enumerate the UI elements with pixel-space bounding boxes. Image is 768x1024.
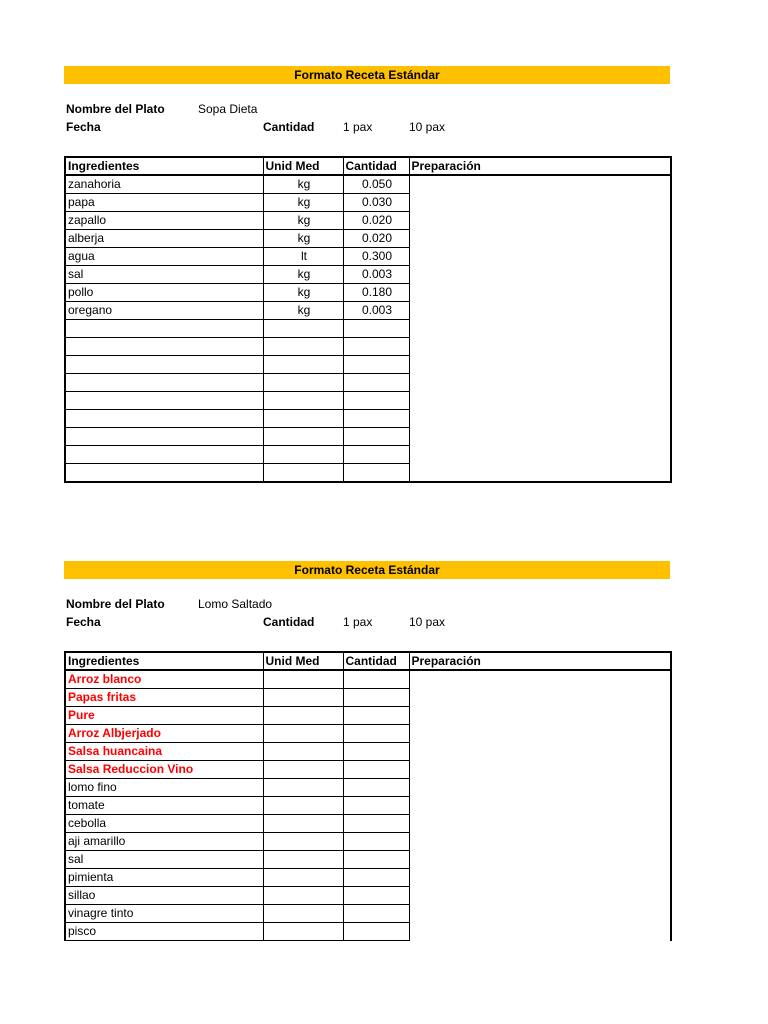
pax-10-label: 10 pax [409,615,446,629]
unit-cell[interactable] [263,725,343,743]
dish-name-label: Nombre del Plato [66,597,165,611]
unit-cell[interactable] [263,905,343,923]
pax-1-label: 1 pax [343,615,373,629]
unit-cell[interactable] [263,374,343,392]
quantity-cell[interactable] [343,689,409,707]
ingredient-cell[interactable]: agua [65,248,263,266]
quantity-cell[interactable] [343,374,409,392]
quantity-cell[interactable] [343,869,409,887]
ingredient-cell[interactable]: sal [65,266,263,284]
unit-cell[interactable]: kg [263,230,343,248]
dish-name-label: Nombre del Plato [66,102,165,116]
header-preparacion: Preparación [409,652,671,670]
pax-10-label: 10 pax [409,120,446,134]
ingredient-cell[interactable]: zapallo [65,212,263,230]
recipe-banner: Formato Receta Estándar [64,561,670,579]
unit-cell[interactable]: kg [263,302,343,320]
quantity-cell[interactable] [343,410,409,428]
ingredient-cell[interactable]: Salsa Reduccion Vino [65,761,263,779]
quantity-cell[interactable]: 0.180 [343,284,409,302]
recipe-meta [64,102,670,142]
unit-cell[interactable] [263,446,343,464]
ingredient-cell[interactable] [65,356,263,374]
unit-cell[interactable] [263,779,343,797]
unit-cell[interactable]: kg [263,175,343,194]
ingredient-cell[interactable]: zanahoria [65,175,263,194]
ingredient-cell[interactable] [65,374,263,392]
ingredient-cell[interactable]: vinagre tinto [65,905,263,923]
quantity-cell[interactable] [343,815,409,833]
pax-1-label: 1 pax [343,120,373,134]
table-header-row [65,157,671,175]
ingredient-cell[interactable]: cebolla [65,815,263,833]
ingredients-table [64,156,672,483]
preparation-cell[interactable] [409,175,671,482]
unit-cell[interactable] [263,869,343,887]
table-row [65,175,671,194]
ingredients-table [64,651,672,941]
unit-cell[interactable]: kg [263,212,343,230]
unit-cell[interactable]: kg [263,284,343,302]
quantity-cell[interactable] [343,464,409,483]
ingredient-cell[interactable]: sal [65,851,263,869]
quantity-cell[interactable]: 0.030 [343,194,409,212]
ingredient-cell[interactable]: tomate [65,797,263,815]
quantity-cell[interactable] [343,320,409,338]
date-label: Fecha [66,615,101,629]
header-preparacion: Preparación [409,157,671,175]
ingredient-cell[interactable]: alberja [65,230,263,248]
quantity-label: Cantidad [263,120,315,134]
ingredient-cell[interactable]: sillao [65,887,263,905]
quantity-cell[interactable] [343,887,409,905]
quantity-cell[interactable] [343,392,409,410]
ingredient-cell[interactable]: aji amarillo [65,833,263,851]
quantity-cell[interactable]: 0.003 [343,302,409,320]
header-ingredientes: Ingredientes [65,652,263,670]
recipe-meta [64,597,670,637]
unit-cell[interactable] [263,797,343,815]
ingredient-cell[interactable] [65,410,263,428]
unit-cell[interactable] [263,392,343,410]
ingredient-cell[interactable]: lomo fino [65,779,263,797]
ingredient-cell[interactable] [65,392,263,410]
quantity-cell[interactable] [343,428,409,446]
quantity-cell[interactable] [343,743,409,761]
unit-cell[interactable] [263,923,343,941]
recipe-card-1 [64,66,670,317]
ingredient-cell[interactable]: Salsa huancaina [65,743,263,761]
dish-name-value: Lomo Saltado [198,597,273,611]
quantity-cell[interactable] [343,446,409,464]
unit-cell[interactable] [263,670,343,689]
unit-cell[interactable] [263,851,343,869]
header-unid-med: Unid Med [263,157,343,175]
header-cantidad: Cantidad [343,652,409,670]
ingredient-cell[interactable] [65,446,263,464]
unit-cell[interactable] [263,833,343,851]
unit-cell[interactable] [263,320,343,338]
unit-cell[interactable]: kg [263,266,343,284]
date-label: Fecha [66,120,101,134]
quantity-cell[interactable] [343,707,409,725]
ingredient-cell[interactable]: pisco [65,923,263,941]
unit-cell[interactable]: kg [263,194,343,212]
unit-cell[interactable] [263,815,343,833]
quantity-cell[interactable] [343,761,409,779]
unit-cell[interactable] [263,410,343,428]
unit-cell[interactable] [263,743,343,761]
quantity-cell[interactable] [343,356,409,374]
ingredient-cell[interactable]: pollo [65,284,263,302]
ingredient-cell[interactable] [65,320,263,338]
unit-cell[interactable] [263,338,343,356]
unit-cell[interactable] [263,689,343,707]
unit-cell[interactable] [263,887,343,905]
quantity-cell[interactable] [343,797,409,815]
quantity-cell[interactable] [343,905,409,923]
quantity-cell[interactable] [343,725,409,743]
quantity-cell[interactable] [343,779,409,797]
quantity-cell[interactable]: 0.300 [343,248,409,266]
quantity-cell[interactable]: 0.020 [343,230,409,248]
quantity-cell[interactable] [343,338,409,356]
recipe-card-2 [64,561,670,938]
quantity-cell[interactable]: 0.020 [343,212,409,230]
unit-cell[interactable] [263,356,343,374]
unit-cell[interactable]: lt [263,248,343,266]
header-cantidad: Cantidad [343,157,409,175]
preparation-cell[interactable] [409,670,671,941]
quantity-cell[interactable] [343,923,409,941]
unit-cell[interactable] [263,707,343,725]
ingredient-cell[interactable] [65,428,263,446]
ingredient-cell[interactable]: pimienta [65,869,263,887]
quantity-label: Cantidad [263,615,315,629]
recipe-banner: Formato Receta Estándar [64,66,670,84]
ingredient-cell[interactable]: oregano [65,302,263,320]
quantity-cell[interactable] [343,670,409,689]
ingredient-cell[interactable]: papa [65,194,263,212]
ingredient-cell[interactable]: Arroz Albjerjado [65,725,263,743]
unit-cell[interactable] [263,428,343,446]
ingredient-cell[interactable] [65,464,263,483]
ingredient-cell[interactable]: Papas fritas [65,689,263,707]
table-row [65,670,671,689]
quantity-cell[interactable] [343,833,409,851]
ingredient-cell[interactable]: Pure [65,707,263,725]
unit-cell[interactable] [263,761,343,779]
unit-cell[interactable] [263,464,343,483]
header-ingredientes: Ingredientes [65,157,263,175]
table-header-row [65,652,671,670]
dish-name-value: Sopa Dieta [198,102,258,116]
quantity-cell[interactable] [343,851,409,869]
ingredient-cell[interactable]: Arroz blanco [65,670,263,689]
quantity-cell[interactable]: 0.050 [343,175,409,194]
quantity-cell[interactable]: 0.003 [343,266,409,284]
header-unid-med: Unid Med [263,652,343,670]
ingredient-cell[interactable] [65,338,263,356]
